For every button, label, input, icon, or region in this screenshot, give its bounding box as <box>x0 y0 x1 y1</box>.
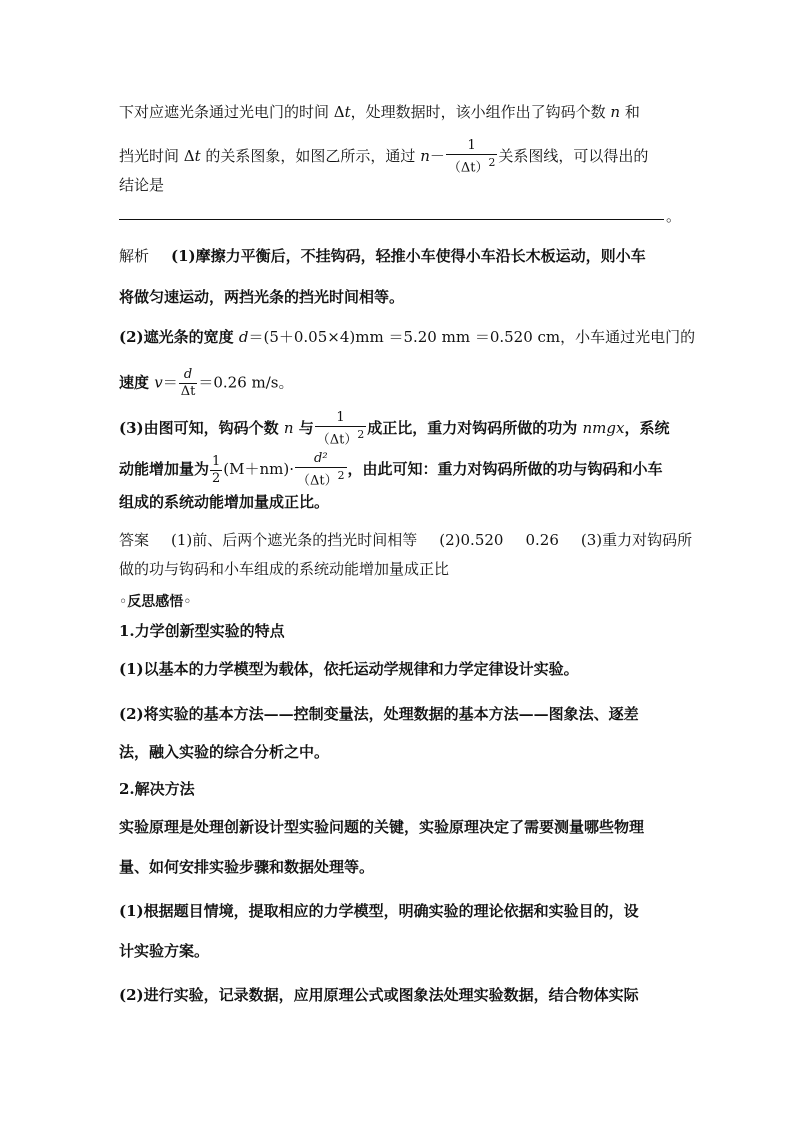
solution-label: 解析 <box>119 247 150 265</box>
fraction-numerator: 1 <box>467 138 476 153</box>
text: ＝ <box>162 373 178 392</box>
answer-part-1: (1)前、后两个遮光条的挡光时间相等 <box>171 531 418 549</box>
text: （Δt） <box>297 473 338 489</box>
var-t: t <box>194 147 201 166</box>
text: 挡光时间 Δ <box>119 147 195 166</box>
text: 关系图线，可以得出的 <box>498 147 649 166</box>
reflection-section-1-title: 1.力学创新型实验的特点 <box>119 622 285 640</box>
problem-line-3: 结论是 <box>119 176 165 194</box>
fraction-numerator: 1 <box>336 410 345 425</box>
text: 的关系图象，如图乙所示，通过 <box>200 147 421 166</box>
text: （Δt） <box>316 432 358 448</box>
fraction-inverse-dt-squared <box>315 410 367 448</box>
fraction-denominator: Δt <box>180 384 196 399</box>
fraction-one-half <box>210 454 222 487</box>
var-t: t <box>344 103 351 121</box>
reflection-s2-para-1b: 计实验方案。 <box>119 942 210 960</box>
answer-part-3: 0.26 <box>525 531 559 549</box>
solution-line-6 <box>119 451 663 489</box>
text: 和 <box>620 103 640 121</box>
solution-line-5 <box>119 410 669 448</box>
text: (1)摩擦力平衡后，不挂钩码，轻推小车使得小车沿长木板运动，则小车 <box>171 247 646 265</box>
var-n: n <box>610 103 621 121</box>
text: 与 <box>293 419 314 438</box>
answer-part-2: (2)0.520 <box>439 531 504 549</box>
reflection-s2-para-2: (2)进行实验，记录数据，应用原理公式或图象法处理实验数据，结合物体实际 <box>119 986 639 1004</box>
reflection-s1-para-2b: 法，融入实验的综合分析之中。 <box>119 743 330 761</box>
text: 下对应遮光条通过光电门的时间 Δ <box>119 103 345 121</box>
fraction-denominator <box>446 154 498 176</box>
text: ＝0.26 m/s。 <box>198 373 294 392</box>
text: ＝(5＋0.05×4)mm ＝5.20 mm ＝0.520 cm，小车通过光电门的 <box>248 328 696 346</box>
fraction-denominator <box>295 467 347 489</box>
text: ，由此可知：重力对钩码所做的功与钩码和小车 <box>347 460 663 479</box>
var-d: d <box>238 328 249 346</box>
answer-blank-period: 。 <box>666 207 682 225</box>
problem-line-2 <box>119 138 648 176</box>
text: ，处理数据时，该小组作出了钩码个数 <box>350 103 611 121</box>
answer-label: 答案 <box>119 531 150 549</box>
var-v: v <box>154 373 163 392</box>
fraction-denominator: 2 <box>212 470 221 486</box>
exponent: 2 <box>357 428 365 441</box>
solution-line-3 <box>119 327 695 347</box>
var-nmgx: nmgx <box>582 419 625 438</box>
reflection-s1-para-2a: (2)将实验的基本方法——控制变量法，处理数据的基本方法——图象法、逐差 <box>119 705 639 723</box>
solution-line-7: 组成的系统动能增加量成正比。 <box>119 493 330 511</box>
text: 速度 <box>119 373 155 392</box>
fraction-d2-over-dt2 <box>295 451 347 489</box>
reflection-s2-para-0b: 量、如何安排实验步骤和数据处理等。 <box>119 858 375 876</box>
reflection-s2-para-1a: (1)根据题目情境，提取相应的力学模型，明确实验的理论依据和实验目的，设 <box>119 902 639 920</box>
text: － <box>429 147 445 166</box>
solution-line-1 <box>119 246 646 266</box>
text: ，系统 <box>624 419 670 438</box>
text: (2)遮光条的宽度 <box>119 328 239 346</box>
text: (M＋nm)· <box>223 460 295 479</box>
reflection-s2-para-0a: 实验原理是处理创新设计型实验问题的关键，实验原理决定了需要测量哪些物理 <box>119 818 645 836</box>
solution-line-4 <box>119 367 294 400</box>
exponent: 2 <box>488 156 496 169</box>
fraction-numerator: 1 <box>212 453 221 469</box>
solution-line-2: 将做匀速运动，两挡光条的挡光时间相等。 <box>119 288 405 306</box>
text: 动能增加量为 <box>119 460 210 479</box>
answer-blank-line <box>119 219 664 220</box>
fraction-numerator: d² <box>314 451 328 466</box>
answer-part-4: (3)重力对钩码所 <box>580 531 693 549</box>
text: (3)由图可知，钩码个数 <box>119 419 284 438</box>
exponent: 2 <box>337 469 345 482</box>
reflection-section-2-title: 2.解决方法 <box>119 780 195 798</box>
fraction-inverse-dt-squared <box>446 138 498 176</box>
text: 成正比，重力对钩码所做的功为 <box>367 419 583 438</box>
problem-line-1 <box>119 102 640 122</box>
text: （Δt） <box>447 160 489 176</box>
reflection-s1-para-1: (1)以基本的力学模型为载体，依托运动学规律和力学定律设计实验。 <box>119 660 579 678</box>
reflection-heading: ◦反思感悟◦ <box>119 594 192 610</box>
fraction-denominator <box>315 426 367 448</box>
fraction-d-over-dt <box>179 367 198 400</box>
fraction-numerator: d <box>183 367 193 382</box>
answer-line-2: 做的功与钩码和小车组成的系统动能增加量成正比 <box>119 560 450 578</box>
var-n: n <box>283 419 294 438</box>
var-n: n <box>420 147 430 166</box>
answer-line-1 <box>119 530 692 550</box>
